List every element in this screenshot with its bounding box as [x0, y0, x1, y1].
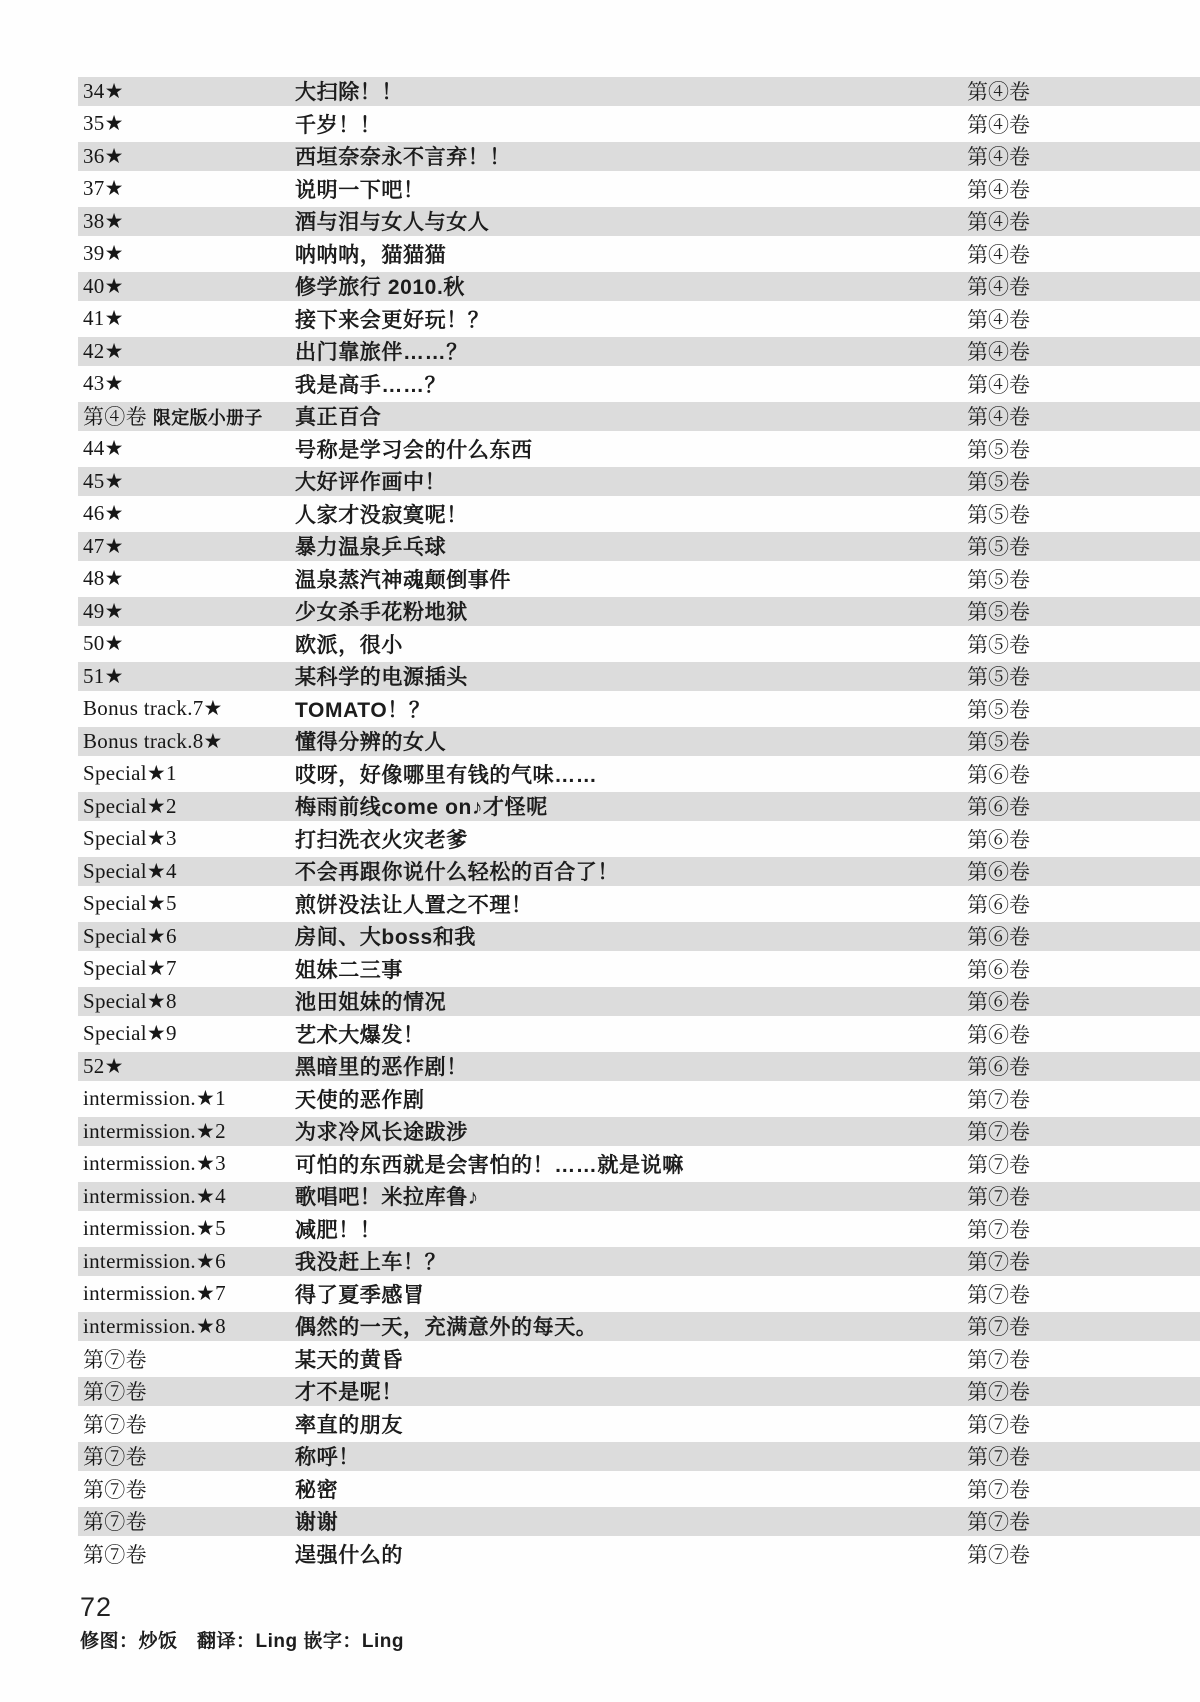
chapter-label-main: 45★ — [83, 468, 124, 493]
chapter-label — [78, 1249, 295, 1274]
chapter-label-main: Bonus track.8★ — [83, 728, 223, 753]
chapter-label-main: Special★6 — [83, 923, 177, 948]
chapter-label — [78, 1314, 295, 1339]
chapter-label — [78, 176, 295, 201]
chapter-label — [78, 696, 295, 721]
chapter-title: 接下来会更好玩！？ — [295, 308, 490, 332]
chapter-label — [78, 79, 295, 104]
chapter-title: 我是高手……？ — [295, 373, 447, 397]
chapter-label — [78, 1021, 295, 1046]
chapter-label-main: Special★3 — [83, 826, 177, 851]
chapter-label-main: 49★ — [83, 598, 124, 623]
volume-label: 第④卷 — [967, 340, 1030, 365]
volume-label: 第⑥卷 — [967, 1055, 1030, 1080]
chapter-title: 可怕的东西就是会害怕的！……就是说嘛 — [295, 1153, 684, 1177]
toc-row — [78, 75, 1200, 108]
chapter-label — [78, 1151, 295, 1176]
chapter-label — [78, 401, 295, 431]
volume-label: 第④卷 — [967, 177, 1030, 202]
chapter-label-main: Special★4 — [83, 858, 177, 883]
toc-row — [78, 205, 1200, 238]
volume-label: 第⑦卷 — [967, 1477, 1030, 1502]
chapter-label — [78, 729, 295, 754]
toc-row — [78, 693, 1200, 726]
volume-label: 第⑦卷 — [967, 1412, 1030, 1437]
chapter-title: 艺术大爆发！ — [295, 1023, 425, 1047]
chapter-title: 某天的黄昏 — [295, 1348, 403, 1372]
chapter-label-main: intermission.★3 — [83, 1151, 226, 1176]
toc-row — [78, 433, 1200, 466]
chapter-title: 我没赶上车！？ — [295, 1251, 447, 1275]
volume-label: 第⑤卷 — [967, 437, 1030, 462]
toc-row — [78, 855, 1200, 888]
toc-row — [78, 1213, 1200, 1246]
chapter-label-main: 51★ — [83, 663, 124, 688]
chapter-label-main: intermission.★8 — [83, 1313, 226, 1338]
chapter-title: 称呼！ — [295, 1446, 360, 1470]
toc-row — [78, 1018, 1200, 1051]
chapter-title: 哎呀，好像哪里有钱的气味…… — [295, 763, 598, 787]
chapter-title: 秘密 — [295, 1478, 339, 1502]
volume-label: 第⑥卷 — [967, 827, 1030, 852]
toc-row — [78, 1278, 1200, 1311]
toc-row — [78, 985, 1200, 1018]
chapter-label — [78, 144, 295, 169]
chapter-label — [78, 566, 295, 591]
volume-label: 第⑦卷 — [967, 1315, 1030, 1340]
chapter-label — [78, 599, 295, 624]
volume-label: 第⑦卷 — [967, 1380, 1030, 1405]
volume-label: 第⑦卷 — [967, 1185, 1030, 1210]
toc-row — [78, 758, 1200, 791]
chapter-title: 酒与泪与女人与女人 — [295, 211, 490, 235]
chapter-title: 某科学的电源插头 — [295, 666, 468, 690]
chapter-label — [78, 1441, 295, 1471]
chapter-label — [78, 111, 295, 136]
volume-label: 第⑤卷 — [967, 470, 1030, 495]
toc-row — [78, 953, 1200, 986]
volume-label: 第⑥卷 — [967, 762, 1030, 787]
toc-row — [78, 1083, 1200, 1116]
chapter-label-sub: 限定版小册子 — [152, 408, 263, 429]
chapter-label — [78, 371, 295, 396]
chapter-label-main: Special★2 — [83, 793, 177, 818]
volume-label: 第④卷 — [967, 275, 1030, 300]
chapter-title: 得了夏季感冒 — [295, 1283, 425, 1307]
volume-label: 第⑥卷 — [967, 990, 1030, 1015]
volume-label: 第④卷 — [967, 112, 1030, 137]
chapter-label-main: 47★ — [83, 533, 124, 558]
volume-label: 第④卷 — [967, 405, 1030, 430]
chapter-label-main: 第⑦卷 — [83, 1445, 147, 1470]
chapter-label — [78, 761, 295, 786]
chapter-label — [78, 631, 295, 656]
volume-label: 第⑦卷 — [967, 1120, 1030, 1145]
toc-row — [78, 1440, 1200, 1473]
chapter-label — [78, 924, 295, 949]
chapter-label-main: Special★1 — [83, 761, 177, 786]
volume-label: 第④卷 — [967, 210, 1030, 235]
chapter-title: 暴力温泉乒乓球 — [295, 536, 447, 560]
chapter-title: 人家才没寂寞呢！ — [295, 503, 468, 527]
chapter-label — [78, 664, 295, 689]
toc-row — [78, 1310, 1200, 1343]
chapter-title: 西垣奈奈永不言弃！！ — [295, 146, 511, 170]
chapter-title: 为求冷风长途跋涉 — [295, 1121, 468, 1145]
volume-label: 第⑤卷 — [967, 567, 1030, 592]
volume-label: 第④卷 — [967, 145, 1030, 170]
chapter-title: 说明一下吧！ — [295, 178, 425, 202]
chapter-label — [78, 1539, 295, 1569]
volume-label: 第⑤卷 — [967, 697, 1030, 722]
chapter-label — [78, 469, 295, 494]
chapter-label — [78, 274, 295, 299]
credits-line: 修图：炒饭 翻译：Ling 嵌字：Ling — [80, 1631, 404, 1652]
chapter-label-main: intermission.★1 — [83, 1086, 226, 1111]
toc-row — [78, 498, 1200, 531]
chapter-title: 少女杀手花粉地狱 — [295, 601, 468, 625]
toc-table — [78, 75, 1200, 1570]
chapter-label — [78, 241, 295, 266]
volume-label: 第⑦卷 — [967, 1347, 1030, 1372]
chapter-label — [78, 339, 295, 364]
toc-row — [78, 1375, 1200, 1408]
toc-row — [78, 368, 1200, 401]
chapter-label-main: 44★ — [83, 436, 124, 461]
chapter-label-main: 第⑦卷 — [83, 1380, 147, 1405]
chapter-label-main: 42★ — [83, 338, 124, 363]
volume-label: 第⑦卷 — [967, 1250, 1030, 1275]
chapter-label-main: 第⑦卷 — [83, 1542, 147, 1567]
chapter-label-main: 36★ — [83, 143, 124, 168]
chapter-label-main: 37★ — [83, 176, 124, 201]
chapter-label — [78, 1344, 295, 1374]
page-number: 72 — [80, 1592, 113, 1622]
chapter-label — [78, 989, 295, 1014]
chapter-title: 不会再跟你说什么轻松的百合了！ — [295, 861, 619, 885]
chapter-label-main: 35★ — [83, 111, 124, 136]
chapter-label-main: 41★ — [83, 306, 124, 331]
chapter-label-main: intermission.★2 — [83, 1118, 226, 1143]
volume-label: 第⑤卷 — [967, 502, 1030, 527]
volume-label: 第④卷 — [967, 307, 1030, 332]
chapter-title: 池田姐妹的情况 — [295, 991, 447, 1015]
volume-label: 第⑦卷 — [967, 1510, 1030, 1535]
chapter-label — [78, 956, 295, 981]
chapter-title: 房间、大boss和我 — [295, 926, 477, 950]
volume-label: 第⑦卷 — [967, 1152, 1030, 1177]
chapter-label — [78, 1474, 295, 1504]
chapter-title: 修学旅行 2010.秋 — [295, 276, 465, 300]
toc-row — [78, 920, 1200, 953]
toc-row — [78, 303, 1200, 336]
chapter-label — [78, 891, 295, 916]
chapter-label-main: 38★ — [83, 208, 124, 233]
chapter-title: 率直的朋友 — [295, 1413, 403, 1437]
chapter-title: 歌唱吧！米拉库鲁♪ — [295, 1186, 479, 1210]
chapter-label — [78, 1184, 295, 1209]
chapter-label-main: intermission.★7 — [83, 1281, 226, 1306]
toc-row — [78, 725, 1200, 758]
chapter-title: 真正百合 — [295, 406, 382, 430]
chapter-label-main: intermission.★6 — [83, 1248, 226, 1273]
chapter-label-main: Special★5 — [83, 891, 177, 916]
toc-row — [78, 1115, 1200, 1148]
chapter-title: 谢谢 — [295, 1511, 339, 1535]
chapter-label-main: intermission.★4 — [83, 1183, 226, 1208]
toc-row — [78, 140, 1200, 173]
volume-label: 第⑦卷 — [967, 1445, 1030, 1470]
volume-label: 第⑦卷 — [967, 1282, 1030, 1307]
volume-label: 第⑥卷 — [967, 925, 1030, 950]
toc-row — [78, 563, 1200, 596]
chapter-label-main: intermission.★5 — [83, 1216, 226, 1241]
chapter-label — [78, 1281, 295, 1306]
toc-row — [78, 628, 1200, 661]
toc-row — [78, 530, 1200, 563]
chapter-title: 姐妹二三事 — [295, 958, 403, 982]
toc-row — [78, 1050, 1200, 1083]
toc-row — [78, 1148, 1200, 1181]
chapter-label-main: Bonus track.7★ — [83, 696, 223, 721]
chapter-label — [78, 306, 295, 331]
toc-row — [78, 238, 1200, 271]
toc-row — [78, 400, 1200, 433]
chapter-title: 懂得分辨的女人 — [295, 731, 447, 755]
toc-row — [78, 1343, 1200, 1376]
volume-label: 第⑤卷 — [967, 535, 1030, 560]
volume-label: 第⑥卷 — [967, 860, 1030, 885]
chapter-label — [78, 1216, 295, 1241]
chapter-label-main: 40★ — [83, 273, 124, 298]
volume-label: 第④卷 — [967, 372, 1030, 397]
chapter-title: 号称是学习会的什么东西 — [295, 438, 533, 462]
chapter-title: 大扫除！！ — [295, 81, 403, 105]
toc-row — [78, 270, 1200, 303]
chapter-title: 偶然的一天，充满意外的每天。 — [295, 1316, 598, 1340]
chapter-label-main: 第④卷 — [83, 405, 147, 430]
chapter-title: 呐呐呐，猫猫猫 — [295, 243, 447, 267]
chapter-label — [78, 859, 295, 884]
volume-label: 第⑦卷 — [967, 1087, 1030, 1112]
toc-row — [78, 465, 1200, 498]
chapter-label-main: 39★ — [83, 241, 124, 266]
chapter-label — [78, 1086, 295, 1111]
chapter-title: 天使的恶作剧 — [295, 1088, 425, 1112]
chapter-label-main: 34★ — [83, 78, 124, 103]
chapter-label-main: 52★ — [83, 1053, 124, 1078]
volume-label: 第⑤卷 — [967, 730, 1030, 755]
chapter-label-main: 43★ — [83, 371, 124, 396]
toc-row — [78, 173, 1200, 206]
toc-row — [78, 1180, 1200, 1213]
chapter-title: 减肥！！ — [295, 1218, 382, 1242]
toc-row — [78, 1473, 1200, 1506]
toc-row — [78, 1505, 1200, 1538]
chapter-title: 欧派，很小 — [295, 633, 403, 657]
toc-row — [78, 335, 1200, 368]
chapter-label — [78, 1506, 295, 1536]
chapter-label — [78, 826, 295, 851]
volume-label: 第⑤卷 — [967, 665, 1030, 690]
volume-label: 第④卷 — [967, 242, 1030, 267]
chapter-label — [78, 501, 295, 526]
chapter-title: 温泉蒸汽神魂颠倒事件 — [295, 568, 511, 592]
chapter-title: 才不是呢！ — [295, 1381, 403, 1405]
toc-row — [78, 108, 1200, 141]
toc-row — [78, 1408, 1200, 1441]
volume-label: 第⑥卷 — [967, 957, 1030, 982]
chapter-label — [78, 209, 295, 234]
chapter-title: 煎饼没法让人置之不理！ — [295, 893, 533, 917]
chapter-label-main: Special★9 — [83, 1021, 177, 1046]
toc-row — [78, 888, 1200, 921]
volume-label: 第⑤卷 — [967, 600, 1030, 625]
chapter-label-main: 第⑦卷 — [83, 1510, 147, 1535]
volume-label: 第④卷 — [967, 80, 1030, 105]
volume-label: 第⑥卷 — [967, 892, 1030, 917]
chapter-label — [78, 1409, 295, 1439]
chapter-label-main: 第⑦卷 — [83, 1412, 147, 1437]
toc-row — [78, 660, 1200, 693]
volume-label: 第⑥卷 — [967, 795, 1030, 820]
chapter-label — [78, 794, 295, 819]
chapter-label-main: 第⑦卷 — [83, 1347, 147, 1372]
chapter-title: 逞强什么的 — [295, 1543, 403, 1567]
chapter-label — [78, 436, 295, 461]
chapter-title: 大好评作画中！ — [295, 471, 447, 495]
page-footer — [80, 1592, 404, 1653]
chapter-title: 黑暗里的恶作剧！ — [295, 1056, 468, 1080]
chapter-title: 打扫洗衣火灾老爹 — [295, 828, 468, 852]
chapter-label-main: 50★ — [83, 631, 124, 656]
chapter-label-main: 48★ — [83, 566, 124, 591]
volume-label: 第⑤卷 — [967, 632, 1030, 657]
chapter-title: TOMATO！？ — [295, 698, 431, 722]
volume-label: 第⑥卷 — [967, 1022, 1030, 1047]
toc-row — [78, 790, 1200, 823]
chapter-label — [78, 534, 295, 559]
chapter-label-main: Special★7 — [83, 956, 177, 981]
chapter-title: 出门靠旅伴……？ — [295, 341, 468, 365]
toc-row — [78, 1245, 1200, 1278]
chapter-label-main: 第⑦卷 — [83, 1477, 147, 1502]
chapter-label-main: Special★8 — [83, 988, 177, 1013]
chapter-label — [78, 1376, 295, 1406]
chapter-label — [78, 1054, 295, 1079]
toc-row — [78, 1538, 1200, 1571]
volume-label: 第⑦卷 — [967, 1217, 1030, 1242]
chapter-title: 梅雨前线come on♪才怪呢 — [295, 796, 548, 820]
volume-label: 第⑦卷 — [967, 1542, 1030, 1567]
toc-row — [78, 595, 1200, 628]
chapter-label-main: 46★ — [83, 501, 124, 526]
chapter-label — [78, 1119, 295, 1144]
toc-row — [78, 823, 1200, 856]
chapter-title: 千岁！！ — [295, 113, 382, 137]
